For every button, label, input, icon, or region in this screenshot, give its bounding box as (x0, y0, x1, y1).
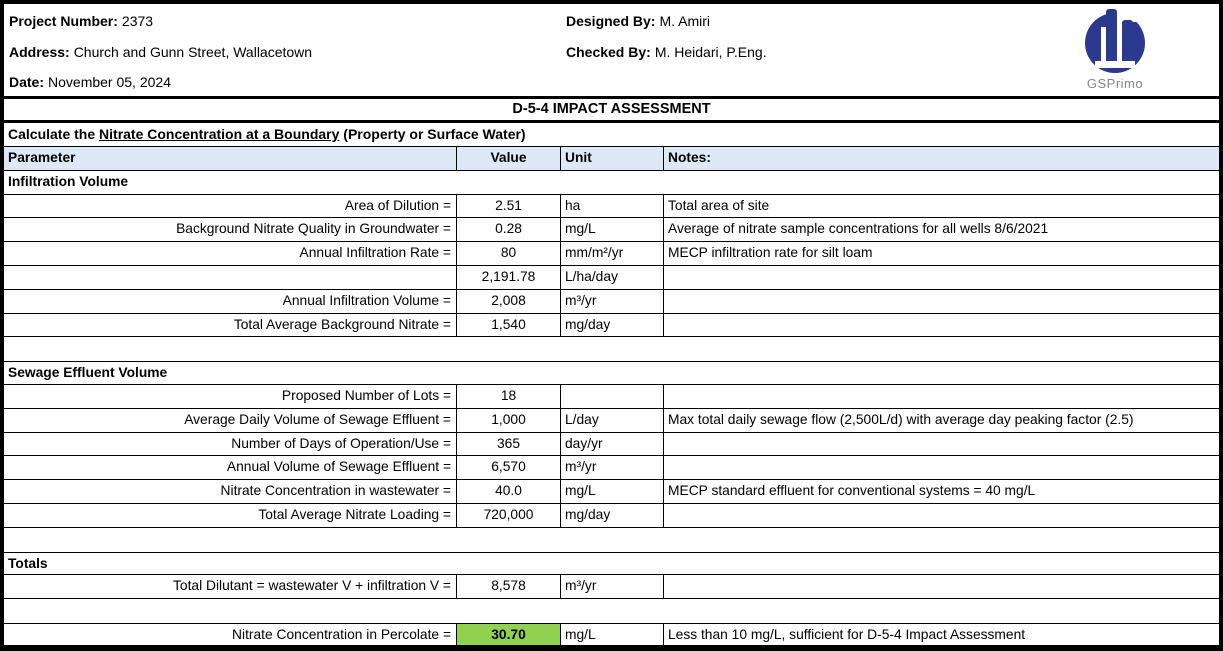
table-row (4, 266, 1219, 290)
gsprimo-logo-text: GSPrimo (1086, 76, 1144, 91)
checked-by-line (566, 44, 767, 60)
gsprimo-logo (1078, 8, 1152, 91)
unit-cell: m³/yr (561, 456, 664, 479)
unit-cell: mg/L (561, 624, 664, 646)
notes-cell (664, 433, 1219, 456)
unit-cell: mg/day (561, 504, 664, 527)
table-row (4, 623, 1219, 647)
subtitle-underlined: Nitrate Concentration at a Boundary (99, 126, 340, 142)
table-row (4, 480, 1219, 504)
notes-cell (664, 314, 1219, 337)
subtitle (4, 123, 1219, 147)
notes-cell: Total area of site (668, 197, 770, 213)
parameter-cell: Nitrate Concentration in wastewater = (4, 480, 457, 503)
parameter-cell: Total Average Nitrate Loading = (4, 504, 457, 527)
designed-by-value: M. Amiri (659, 13, 711, 29)
page-title: D-5-4 IMPACT ASSESSMENT (4, 96, 1219, 123)
value-cell: 80 (457, 242, 561, 265)
notes-cell (664, 385, 1219, 408)
designed-by-line (566, 13, 710, 29)
assessment-table-body (4, 171, 1219, 647)
table-row (4, 409, 1219, 433)
table-row (4, 290, 1219, 314)
notes-cell: Max total daily sewage flow (2,500L/d) with average day peaking factor (2.5) (668, 411, 1134, 427)
value-cell: 2,008 (457, 290, 561, 313)
spacer-row (4, 528, 1219, 552)
table-row (4, 218, 1219, 242)
table-row (4, 242, 1219, 266)
date-value: November 05, 2024 (48, 74, 171, 90)
notes-cell (664, 290, 1219, 313)
parameter-cell: Annual Volume of Sewage Effluent = (4, 456, 457, 479)
project-number-value: 2373 (121, 13, 154, 29)
value-cell: 720,000 (457, 504, 561, 527)
parameter-cell: Proposed Number of Lots = (4, 385, 457, 408)
parameter-cell (4, 266, 457, 289)
value-cell: 365 (457, 433, 561, 456)
section-header-row: Sewage Effluent Volume (4, 361, 1219, 385)
checked-by-label: Checked By: (566, 44, 651, 60)
notes-cell: Average of nitrate sample concentrations for all wells 8/6/2021 (668, 221, 1049, 237)
parameter-cell: Background Nitrate Quality in Groundwater = (4, 218, 457, 241)
unit-cell (561, 385, 664, 408)
parameter-cell: Area of Dilution = (4, 195, 457, 218)
unit-cell: ha (561, 195, 664, 218)
table-row (4, 385, 1219, 409)
notes-cell (664, 266, 1219, 289)
column-header-unit: Unit (561, 147, 664, 170)
section-header-row: Infiltration Volume (4, 171, 1219, 195)
parameter-cell: Annual Infiltration Rate = (4, 242, 457, 265)
unit-cell: mm/m²/yr (561, 242, 664, 265)
unit-cell: m³/yr (561, 575, 664, 598)
table-row (4, 456, 1219, 480)
subtitle-suffix: (Property or Surface Water) (339, 126, 526, 142)
value-cell: 30.70 (457, 624, 561, 646)
document-header (4, 4, 1219, 96)
unit-cell: mg/L (561, 480, 664, 503)
subtitle-prefix: Calculate the (8, 126, 100, 142)
unit-cell: mg/L (561, 218, 664, 241)
parameter-cell: Number of Days of Operation/Use = (4, 433, 457, 456)
parameter-cell: Nitrate Concentration in Percolate = (4, 624, 457, 646)
project-number-line (9, 13, 153, 29)
spacer-row (4, 337, 1219, 361)
checked-by-value: M. Heidari, P.Eng. (654, 44, 767, 60)
value-cell: 6,570 (457, 456, 561, 479)
notes-cell: MECP standard effluent for conventional systems = 40 mg/L (668, 483, 1036, 499)
table-row (4, 433, 1219, 457)
parameter-cell: Total Dilutant = wastewater V + infiltration V = (4, 575, 457, 598)
table-row (4, 195, 1219, 219)
value-cell: 18 (457, 385, 561, 408)
value-cell: 2,191.78 (457, 266, 561, 289)
column-header-notes: Notes: (668, 150, 711, 165)
table-header-row (4, 147, 1219, 171)
date-label: Date: (9, 74, 45, 90)
value-cell: 40.0 (457, 480, 561, 503)
value-cell: 2.51 (457, 195, 561, 218)
notes-cell (664, 575, 1219, 598)
project-number-label: Project Number: (9, 13, 118, 29)
notes-cell (664, 504, 1219, 527)
parameter-cell: Total Average Background Nitrate = (4, 314, 457, 337)
value-cell: 1,000 (457, 409, 561, 432)
date-line (9, 74, 171, 90)
notes-cell: Less than 10 mg/L, sufficient for D-5-4 Impact Assessment (668, 626, 1026, 642)
address-value: Church and Gunn Street, Wallacetown (73, 44, 313, 60)
unit-cell: mg/day (561, 314, 664, 337)
column-header-parameter: Parameter (4, 147, 457, 170)
value-cell: 1,540 (457, 314, 561, 337)
parameter-cell: Annual Infiltration Volume = (4, 290, 457, 313)
unit-cell: L/day (561, 409, 664, 432)
section-header-row: Totals (4, 552, 1219, 576)
table-row (4, 314, 1219, 338)
unit-cell: L/ha/day (561, 266, 664, 289)
spacer-row (4, 599, 1219, 623)
value-cell: 0.28 (457, 218, 561, 241)
column-header-value: Value (457, 147, 561, 170)
designed-by-label: Designed By: (566, 13, 656, 29)
table-row (4, 504, 1219, 528)
unit-cell: m³/yr (561, 290, 664, 313)
table-row (4, 575, 1219, 599)
parameter-cell: Average Daily Volume of Sewage Effluent = (4, 409, 457, 432)
address-line (9, 44, 312, 60)
notes-cell (664, 456, 1219, 479)
unit-cell: day/yr (561, 433, 664, 456)
address-label: Address: (9, 44, 70, 60)
notes-cell: MECP infiltration rate for silt loam (668, 245, 873, 261)
value-cell: 8,578 (457, 575, 561, 598)
